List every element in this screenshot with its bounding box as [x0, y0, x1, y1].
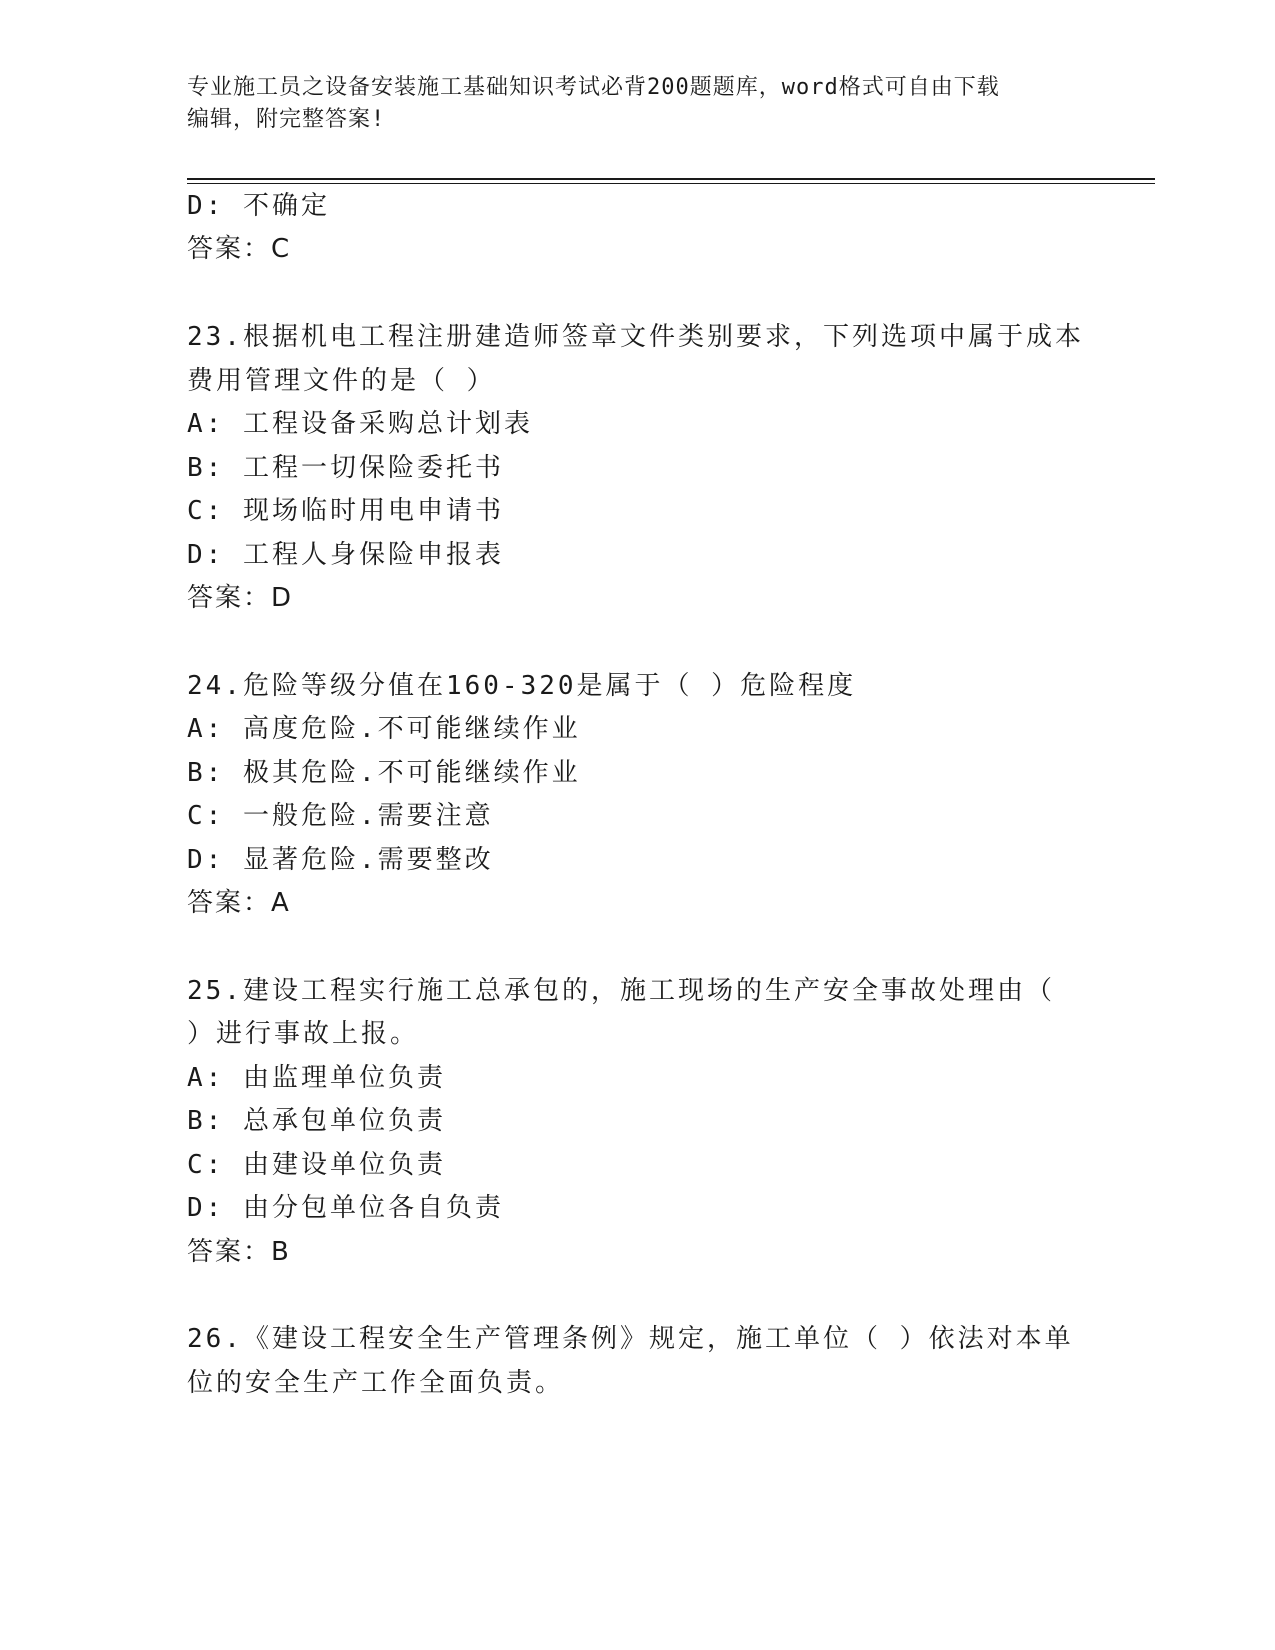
- q22-answer: 答案：C: [187, 234, 292, 264]
- q24-option-c: C: 一般危险.需要注意: [187, 801, 494, 831]
- q24-option-a: A: 高度危险.不可能继续作业: [187, 714, 581, 744]
- q23-option-a: A: 工程设备采购总计划表: [187, 409, 533, 439]
- q25-stem-line-1: 25.建设工程实行施工总承包的，施工现场的生产安全事故处理由（: [187, 976, 1055, 1006]
- header-divider-thin: [187, 183, 1155, 184]
- q23-option-b: B: 工程一切保险委托书: [187, 453, 504, 483]
- header-line-1: 专业施工员之设备安装施工基础知识考试必背200题题库，word格式可自由下载: [187, 75, 1000, 100]
- q24-stem-line-1: 24.危险等级分值在160-320是属于（ ）危险程度: [187, 671, 857, 701]
- header-divider-thick: [187, 178, 1155, 180]
- q23-option-d: D: 工程人身保险申报表: [187, 540, 504, 570]
- q25-answer: 答案：B: [187, 1237, 291, 1267]
- q25-option-a: A: 由监理单位负责: [187, 1063, 446, 1093]
- q25-option-b: B: 总承包单位负责: [187, 1106, 446, 1136]
- q24-option-b: B: 极其危险.不可能继续作业: [187, 758, 581, 788]
- q25-option-c: C: 由建设单位负责: [187, 1150, 446, 1180]
- q23-stem-line-1: 23.根据机电工程注册建造师签章文件类别要求，下列选项中属于成本: [187, 322, 1084, 352]
- document-header: [187, 72, 1087, 136]
- q25-stem-line-2: ）进行事故上报。: [187, 1019, 420, 1049]
- q25-option-d: D: 由分包单位各自负责: [187, 1193, 504, 1223]
- header-line-2: 编辑，附完整答案!: [187, 107, 386, 132]
- q24-option-d: D: 显著危险.需要整改: [187, 845, 494, 875]
- q24-answer: 答案：A: [187, 888, 291, 918]
- q22-option-d: D: 不确定: [187, 191, 330, 221]
- q26-stem-line-1: 26.《建设工程安全生产管理条例》规定，施工单位（ ）依法对本单: [187, 1324, 1074, 1354]
- q23-option-c: C: 现场临时用电申请书: [187, 496, 504, 526]
- q23-answer: 答案：D: [187, 583, 294, 613]
- q26-stem-line-2: 位的安全生产工作全面负责。: [187, 1368, 565, 1398]
- q23-stem-line-2: 费用管理文件的是（ ）: [187, 366, 496, 396]
